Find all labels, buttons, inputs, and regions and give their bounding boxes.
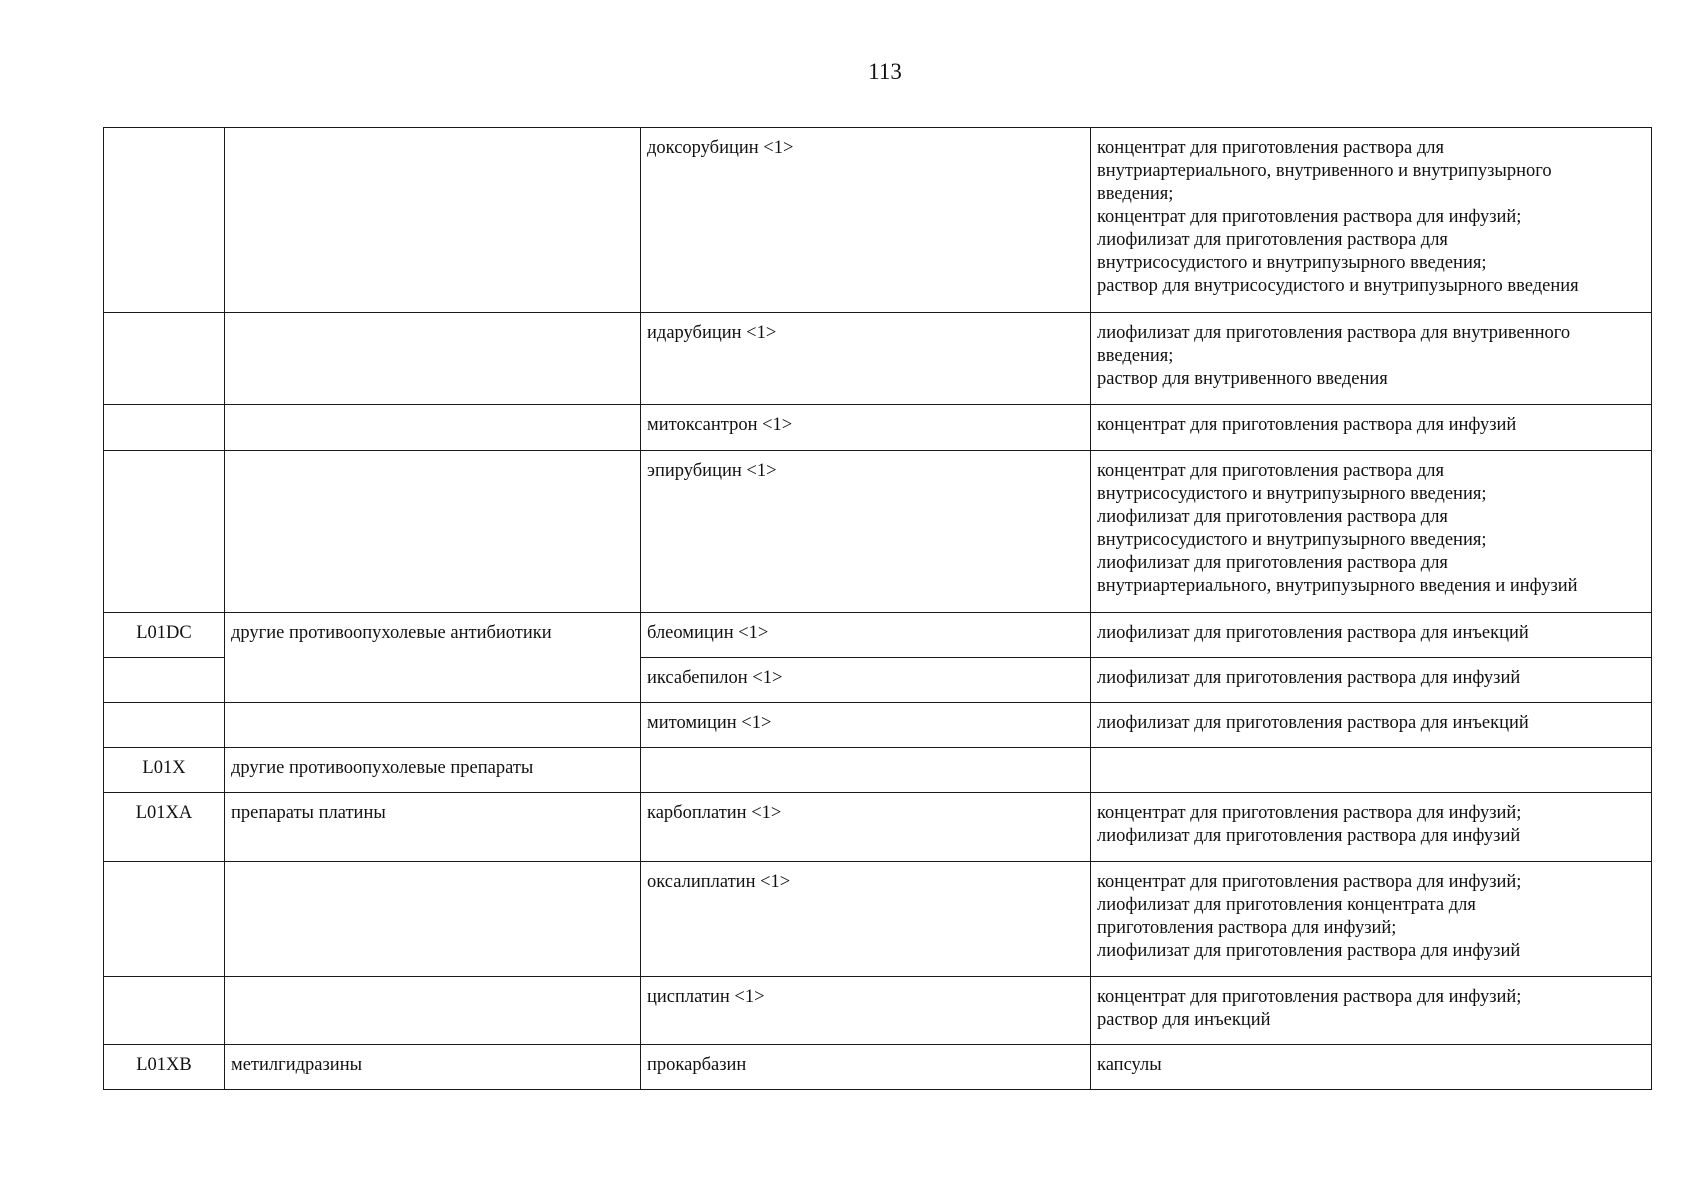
group-cell: другие противоопухолевые препараты bbox=[225, 748, 641, 793]
atc-code-cell bbox=[104, 862, 225, 977]
table-row bbox=[104, 862, 1652, 977]
drug-name-cell: оксалиплатин <1> bbox=[641, 862, 1091, 977]
dosage-form-cell: капсулы bbox=[1091, 1045, 1652, 1090]
group-cell: метилгидразины bbox=[225, 1045, 641, 1090]
table-row bbox=[104, 1045, 1652, 1090]
group-cell bbox=[225, 313, 641, 405]
atc-code-cell bbox=[104, 977, 225, 1045]
dosage-form-cell: концентрат для приготовления раствора для внутриартериального, внутривенного и внутрипузырного введения; концентрат для приготовления раствора для инфузий; лиофилизат для приготовления раствора для внутрисосудистого и внутрипузырного введения; раствор для внутрисосудистого и внутрипузырного введения bbox=[1091, 128, 1652, 313]
dosage-form-cell: концентрат для приготовления раствора для инфузий; лиофилизат для приготовления раствора для инфузий bbox=[1091, 793, 1652, 862]
dosage-form-cell: лиофилизат для приготовления раствора для инъекций bbox=[1091, 613, 1652, 658]
medication-table bbox=[103, 127, 1652, 1090]
drug-name-cell: карбоплатин <1> bbox=[641, 793, 1091, 862]
dosage-form-cell: концентрат для приготовления раствора для инфузий bbox=[1091, 405, 1652, 451]
atc-code-cell: L01X bbox=[104, 748, 225, 793]
atc-code-cell: L01XA bbox=[104, 793, 225, 862]
drug-name-cell: доксорубицин <1> bbox=[641, 128, 1091, 313]
table-row bbox=[104, 451, 1652, 613]
page-number: 113 bbox=[868, 59, 902, 84]
atc-code-cell: L01XB bbox=[104, 1045, 225, 1090]
atc-code-cell bbox=[104, 405, 225, 451]
table-row bbox=[104, 313, 1652, 405]
dosage-form-cell bbox=[1091, 748, 1652, 793]
dosage-form-cell: лиофилизат для приготовления раствора для внутривенного введения; раствор для внутривенного введения bbox=[1091, 313, 1652, 405]
atc-code-cell bbox=[104, 451, 225, 613]
dosage-form-cell: лиофилизат для приготовления раствора для инфузий bbox=[1091, 658, 1652, 703]
drug-name-cell bbox=[641, 748, 1091, 793]
drug-name-cell: идарубицин <1> bbox=[641, 313, 1091, 405]
atc-code-cell: L01DC bbox=[104, 613, 225, 658]
dosage-form-cell: концентрат для приготовления раствора для внутрисосудистого и внутрипузырного введения; лиофилизат для приготовления раствора для внутрисосудистого и внутрипузырного введения; лиофилизат для приготовления раствора для внутриартериального, внутрипузырного введения и инфузий bbox=[1091, 451, 1652, 613]
group-cell bbox=[225, 128, 641, 313]
table-row bbox=[104, 613, 1652, 658]
group-cell: препараты платины bbox=[225, 793, 641, 862]
table-row bbox=[104, 748, 1652, 793]
atc-code-cell bbox=[104, 313, 225, 405]
group-cell bbox=[225, 451, 641, 613]
table-row bbox=[104, 977, 1652, 1045]
group-cell bbox=[225, 703, 641, 748]
group-cell: другие противоопухолевые антибиотики bbox=[225, 613, 641, 703]
group-cell bbox=[225, 977, 641, 1045]
drug-name-cell: митомицин <1> bbox=[641, 703, 1091, 748]
drug-name-cell: цисплатин <1> bbox=[641, 977, 1091, 1045]
atc-code-cell bbox=[104, 703, 225, 748]
drug-name-cell: прокарбазин bbox=[641, 1045, 1091, 1090]
dosage-form-cell: лиофилизат для приготовления раствора для инъекций bbox=[1091, 703, 1652, 748]
table-row bbox=[104, 128, 1652, 313]
table-row bbox=[104, 793, 1652, 862]
group-cell bbox=[225, 405, 641, 451]
dosage-form-cell: концентрат для приготовления раствора для инфузий; лиофилизат для приготовления концентрата для приготовления раствора для инфузий; лиофилизат для приготовления раствора для инфузий bbox=[1091, 862, 1652, 977]
drug-name-cell: митоксантрон <1> bbox=[641, 405, 1091, 451]
table-row bbox=[104, 703, 1652, 748]
atc-code-cell bbox=[104, 128, 225, 313]
drug-name-cell: эпирубицин <1> bbox=[641, 451, 1091, 613]
atc-code-cell bbox=[104, 658, 225, 703]
drug-name-cell: блеомицин <1> bbox=[641, 613, 1091, 658]
drug-name-cell: иксабепилон <1> bbox=[641, 658, 1091, 703]
group-cell bbox=[225, 862, 641, 977]
dosage-form-cell: концентрат для приготовления раствора для инфузий; раствор для инъекций bbox=[1091, 977, 1652, 1045]
table-row bbox=[104, 405, 1652, 451]
